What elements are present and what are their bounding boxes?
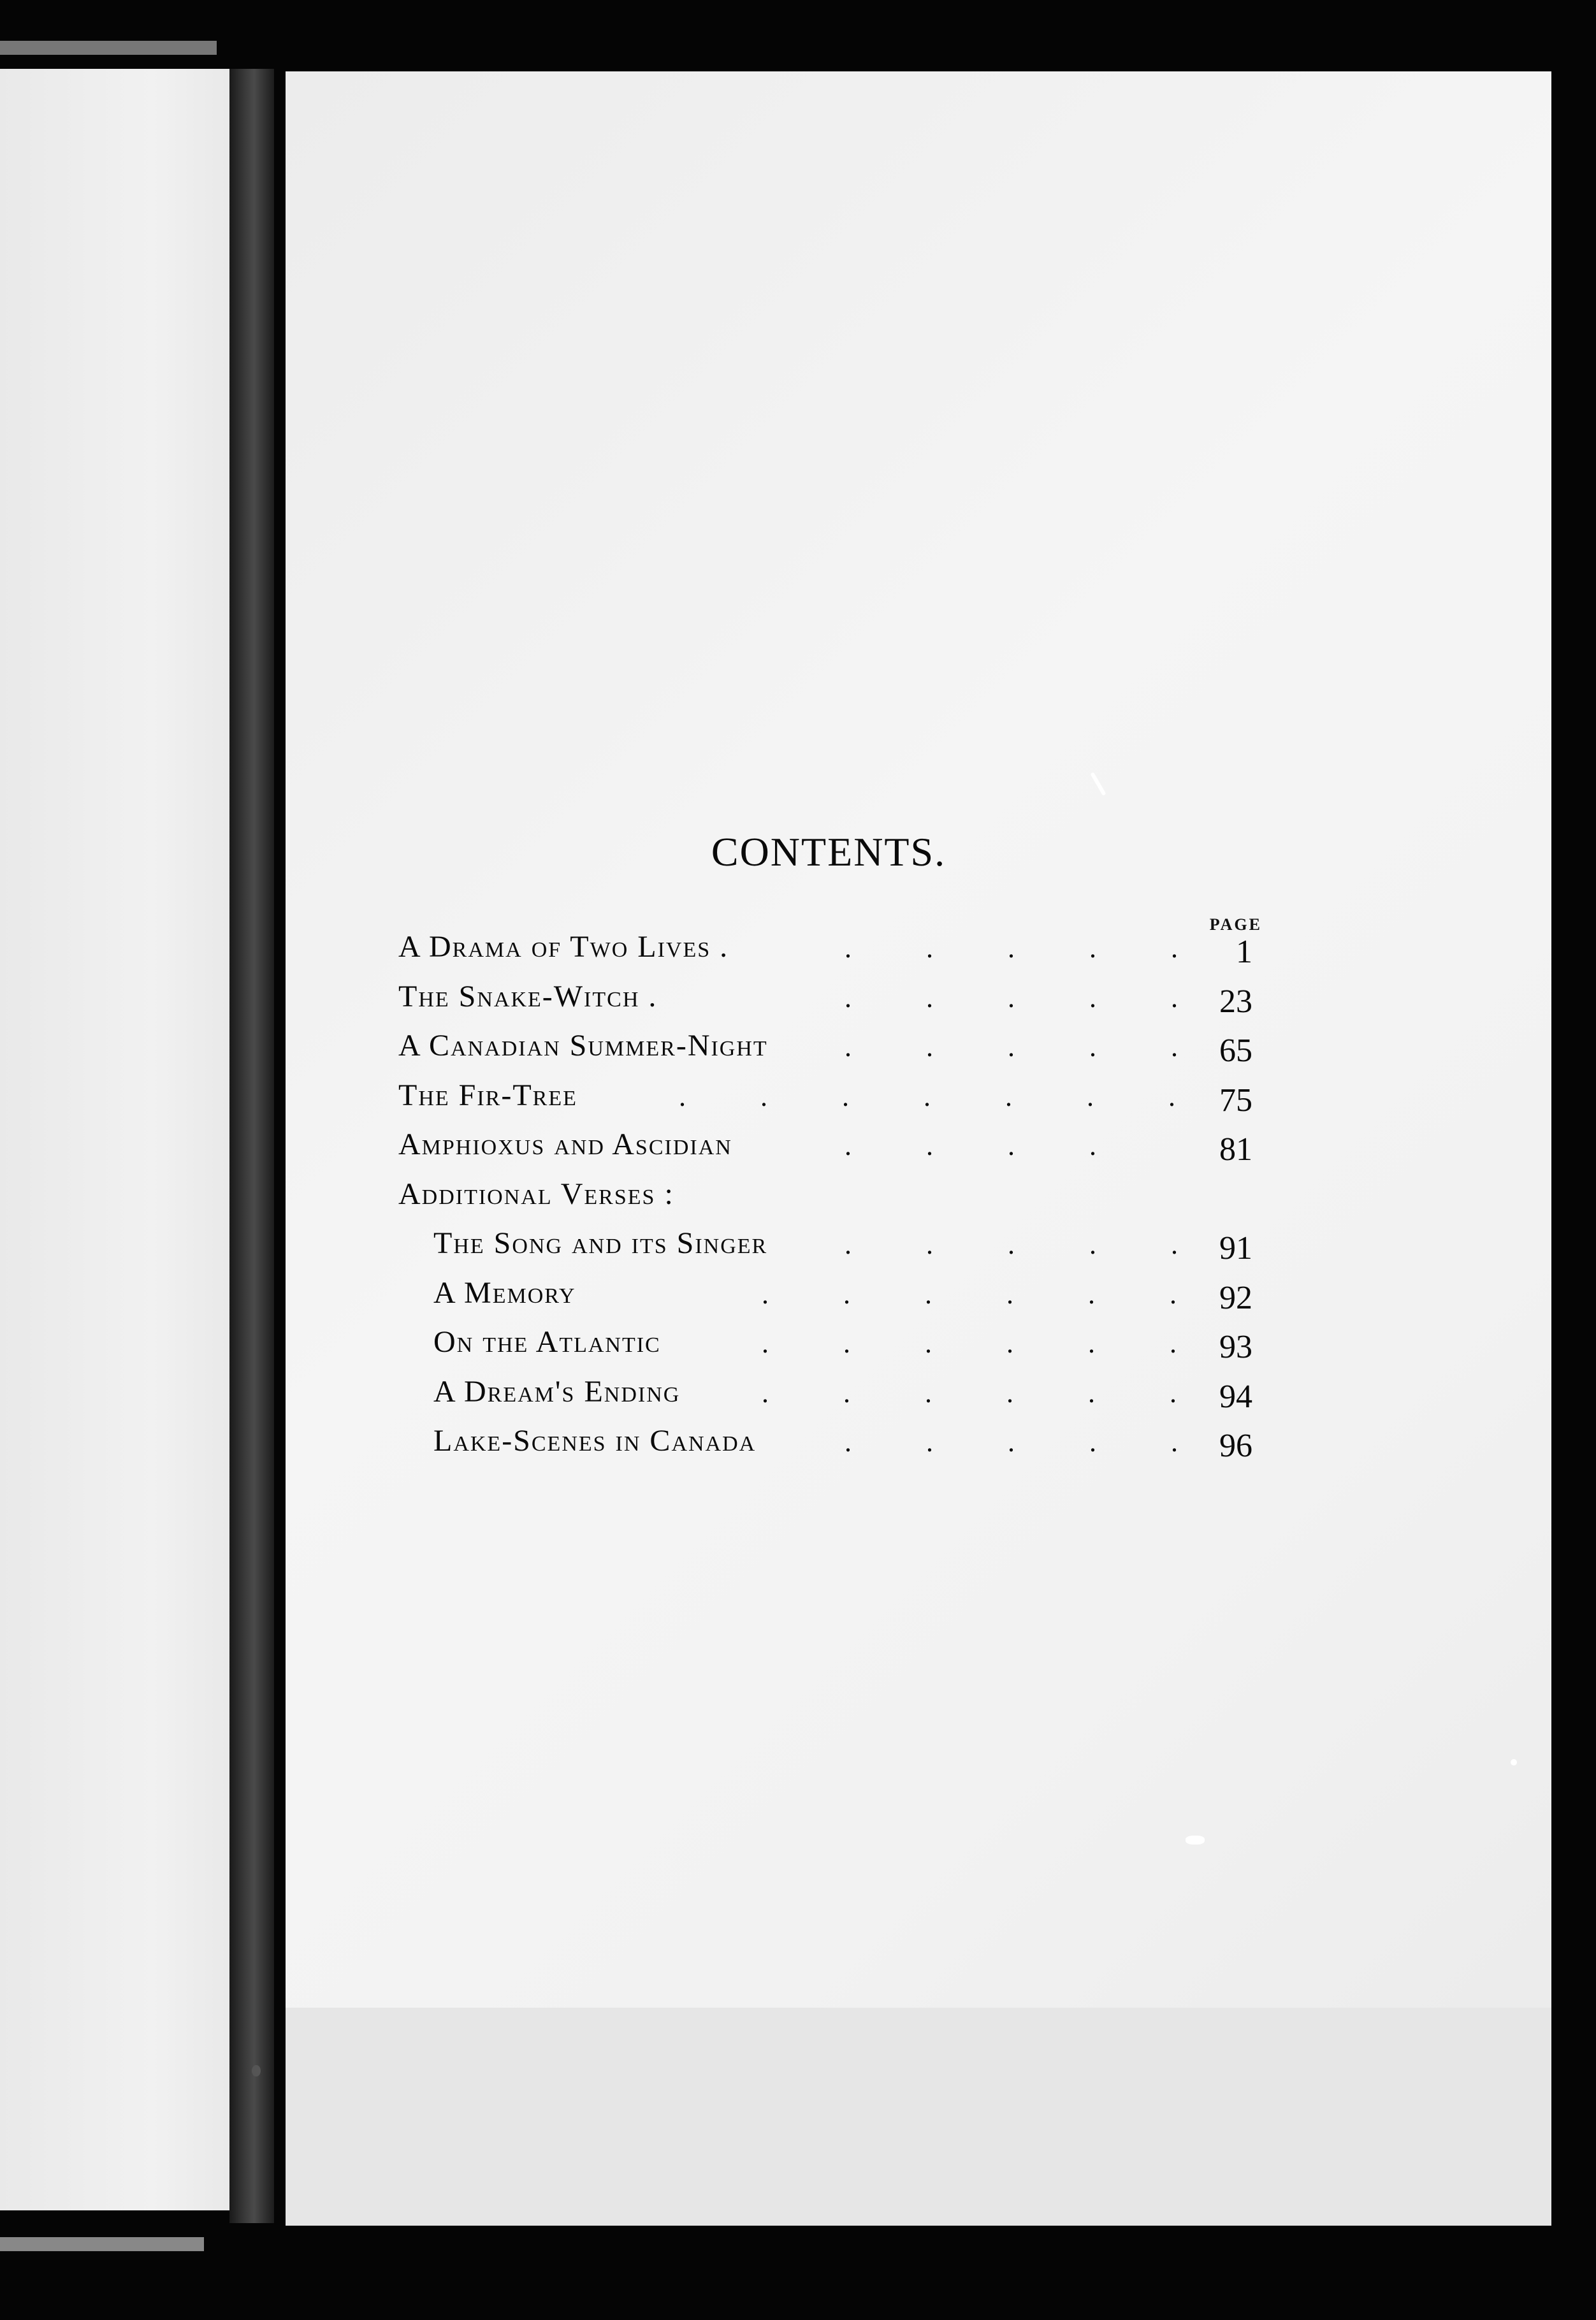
- dust-speck: [1511, 1759, 1517, 1765]
- toc-entry: [398, 1127, 1272, 1177]
- page-column-label: PAGE: [1209, 915, 1262, 934]
- left-page-top-edge: [0, 41, 217, 55]
- leader-dots: . . . . . . .: [679, 1080, 1175, 1112]
- toc-entry-page: 91: [1219, 1230, 1252, 1266]
- toc-entry: [398, 1078, 1272, 1127]
- toc-entry-title: The Song and its Singer: [433, 1226, 768, 1260]
- leader-dots: . . . . .: [845, 982, 1178, 1013]
- toc-entry-title: A Dream's Ending: [433, 1374, 681, 1409]
- toc-entry: [398, 1028, 1272, 1078]
- toc-entry-page: 23: [1219, 983, 1252, 1020]
- leader-dots: . . . . . .: [762, 1328, 1177, 1359]
- toc-entry-title: The Snake-Witch .: [398, 979, 658, 1013]
- toc-entry-page: 96: [1219, 1428, 1252, 1464]
- toc-entry-page: 93: [1219, 1329, 1252, 1365]
- leader-dots: . . . . .: [845, 1229, 1178, 1260]
- toc-entry-page: 65: [1219, 1033, 1252, 1069]
- toc-entry: [398, 1226, 1272, 1275]
- table-of-contents: [398, 929, 1272, 1473]
- leader-dots: . . . . . .: [762, 1377, 1177, 1409]
- toc-entry: [398, 1374, 1272, 1424]
- leader-dots: . . . . . .: [762, 1278, 1177, 1310]
- leader-dots: . . . . .: [845, 932, 1178, 964]
- page-bottom-strip: [286, 2008, 1551, 2226]
- toc-entry-page: 94: [1219, 1378, 1252, 1415]
- dust-speck: [252, 2065, 261, 2077]
- dust-speck: [1186, 1836, 1205, 1845]
- toc-entry-title: The Fir-Tree: [398, 1078, 577, 1112]
- toc-entry: [398, 1275, 1272, 1325]
- leader-dots: . . . .: [845, 1130, 1096, 1161]
- toc-entry-page: 92: [1219, 1279, 1252, 1316]
- toc-entry-page: 81: [1219, 1131, 1252, 1168]
- toc-entry: [398, 1423, 1272, 1473]
- left-page-bottom-edge: [0, 2237, 204, 2251]
- left-page: [0, 69, 255, 2210]
- toc-entry: [398, 929, 1272, 979]
- toc-entry-page: 75: [1219, 1082, 1252, 1119]
- leader-dots: . . . . .: [845, 1426, 1178, 1458]
- toc-entry-title: Lake-Scenes in Canada: [433, 1424, 757, 1458]
- toc-entry-title: A Memory: [433, 1275, 576, 1310]
- toc-entry: [398, 979, 1272, 1029]
- toc-section-heading: [398, 1177, 1272, 1226]
- toc-entry-title: Amphioxus and Ascidian: [398, 1127, 732, 1161]
- toc-entry-page: 1: [1236, 934, 1252, 970]
- toc-entry-title: A Canadian Summer-Night: [398, 1029, 768, 1062]
- contents-heading: CONTENTS.: [711, 829, 947, 874]
- toc-entry-title: On the Atlantic: [433, 1325, 661, 1359]
- leader-dots: . . . . .: [845, 1031, 1178, 1062]
- toc-entry-title: A Drama of Two Lives .: [398, 930, 729, 964]
- toc-entry: [398, 1324, 1272, 1374]
- book-gutter: [229, 69, 274, 2223]
- toc-entry-title: Additional Verses :: [398, 1177, 674, 1211]
